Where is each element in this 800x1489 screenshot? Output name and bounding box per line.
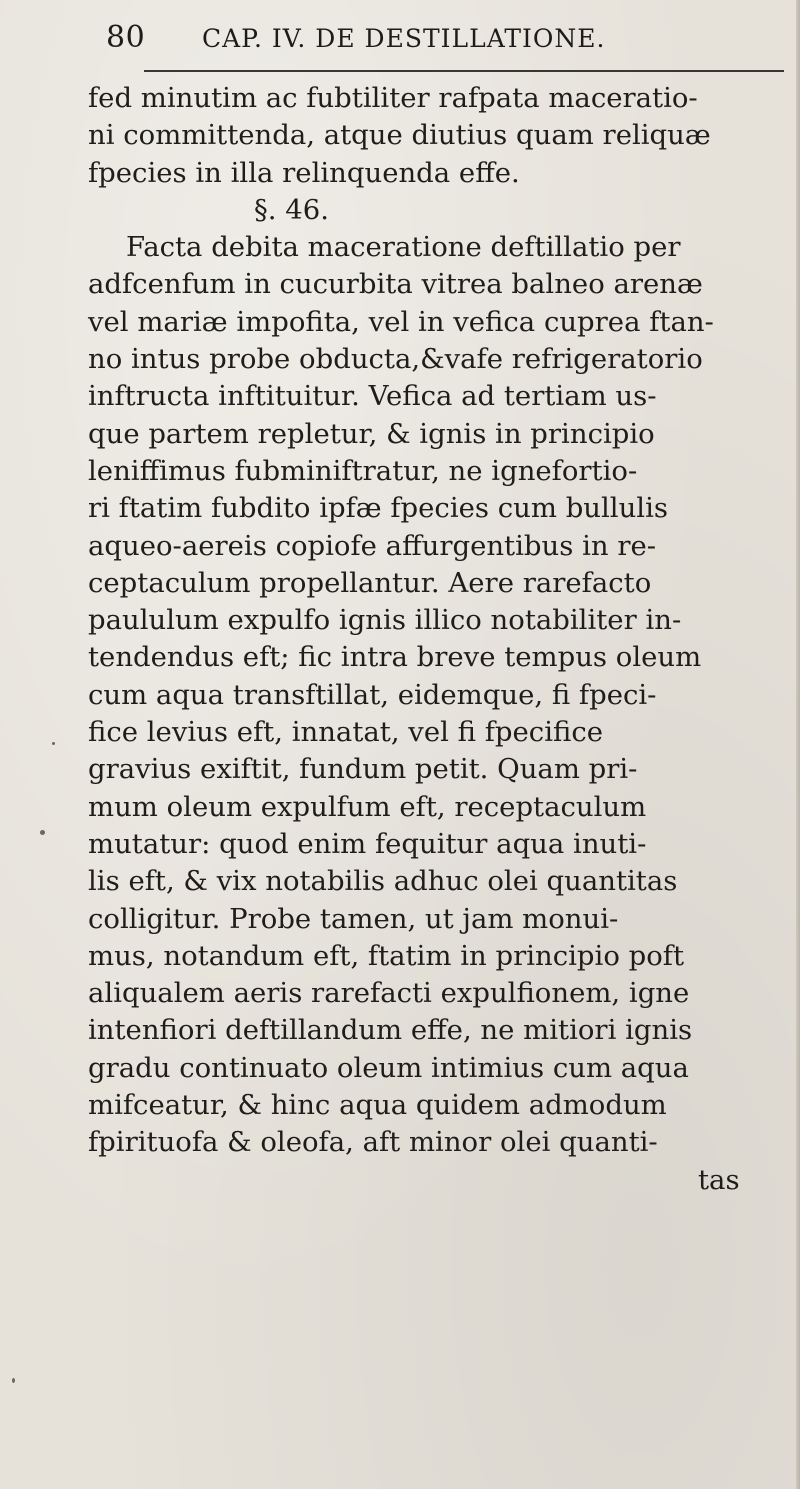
text-line: adfcenfum in cucurbita vitrea balneo arenæ — [88, 268, 703, 301]
running-head: CAP. IV. DE DESTILLATIONE. — [202, 24, 606, 53]
text-line: leniffimus fubminiftratur, ne ignefortio- — [88, 454, 638, 487]
catchword: tas — [698, 1163, 740, 1196]
text-line: Facta debita maceratione deftillatio per — [126, 231, 681, 264]
text-line: mutatur: quod enim fequitur aqua inuti- — [88, 827, 647, 860]
text-line: tendendus eft; fic intra breve tempus oleum — [88, 641, 702, 674]
text-line: gradu continuato oleum intimius cum aqua — [88, 1051, 689, 1084]
text-line: fed minutim ac fubtiliter rafpata maceratio- — [88, 82, 698, 114]
text-line: cum aqua transftillat, eidemque, fi fpeci- — [88, 678, 657, 711]
text-line: fpecies in illa relinquenda effe. — [88, 156, 520, 189]
text-line: aqueo-aereis copiofe affurgentibus in re- — [88, 529, 657, 562]
paper-speck — [40, 830, 45, 835]
page-edge — [796, 0, 800, 1489]
text-line: no intus probe obducta,&vafe refrigeratorio — [88, 343, 703, 376]
page-number: 80 — [106, 20, 146, 55]
text-line: fpirituofa & oleofa, aft minor olei quanti- — [88, 1126, 658, 1159]
text-line: mum oleum expulfum eft, receptaculum — [88, 790, 647, 823]
text-line: gravius exiftit, fundum petit. Quam pri- — [88, 753, 638, 786]
text-line: paululum expulfo ignis illico notabiliter in- — [88, 604, 682, 637]
text-line: ceptaculum propellantur. Aere rarefacto — [88, 566, 652, 599]
text-line: que partem repletur, & ignis in principio — [88, 417, 655, 450]
text-line: fice levius eft, innatat, vel fi fpecifice — [88, 716, 604, 749]
text-line: aliqualem aeris rarefacti expulfionem, igne — [88, 977, 690, 1010]
text-line: intenfiori deftillandum effe, ne mitiori ignis — [88, 1014, 693, 1047]
text-line: ni committenda, atque diutius quam reliquæ — [88, 119, 711, 152]
paper-speck — [52, 742, 55, 745]
text-line: colligitur. Probe tamen, ut jam monui- — [88, 902, 619, 935]
text-line: inftructa inftituitur. Vefica ad tertiam us- — [88, 380, 657, 413]
text-line: mus, notandum eft, ftatim in principio poft — [88, 939, 685, 972]
text-line: vel mariæ impofita, vel in vefica cuprea ftan- — [88, 305, 714, 338]
body-text — [88, 80, 788, 1199]
text-line: mifceatur, & hinc aqua quidem admodum — [88, 1089, 667, 1122]
page-header — [106, 20, 786, 64]
header-rule — [144, 70, 784, 72]
text-line: lis eft, & vix notabilis adhuc olei quantitas — [88, 865, 678, 898]
section-heading: §. 46. — [254, 193, 329, 226]
paper-speck — [12, 1378, 15, 1383]
text-line: ri ftatim fubdito ipfæ fpecies cum bullulis — [88, 492, 669, 525]
